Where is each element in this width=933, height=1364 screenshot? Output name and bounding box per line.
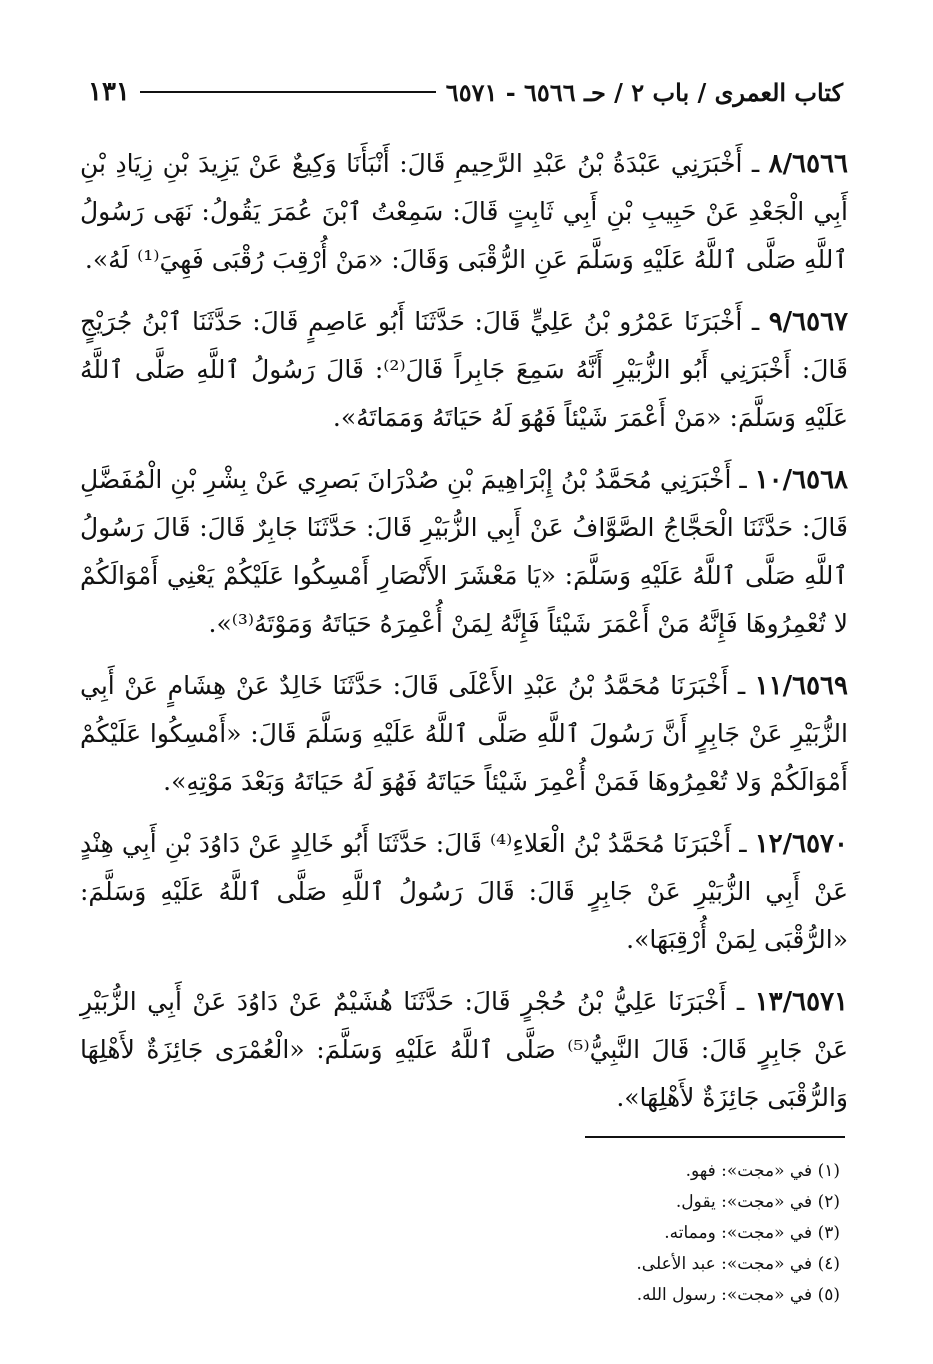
page-number: ١٣١: [88, 77, 130, 107]
hadith-text: أَخْبَرَنِي عَبْدَةُ بْنُ عَبْدِ الرَّحِيمِ قَالَ: أَنْبَأَنَا وَكِيعٌ عَنْ يَزِيدَ بْنِ زِيَادِ بْنِ أَبِي الْجَعْدِ عَنْ حَبِيبِ بْنِ أَبِي ثَابِتٍ قَالَ: سَمِعْتُ ٱبْنَ عُمَرَ يَقُولُ: نَهَى رَسُولُ ٱللَّهِ صَلَّى ٱللَّهُ عَلَيْهِ وَسَلَّمَ عَنِ الرُّقْبَى وَقَالَ: «مَنْ أُرْقِبَ رُقْبَى فَهِيَ⁽¹⁾ لَهُ».: [80, 149, 848, 274]
hadith-number: ١٢/٦٥٧٠: [754, 829, 848, 859]
footnote-separator: [585, 1136, 845, 1138]
footnote-1: (١) في «مجت»: فهو.: [685, 1161, 840, 1181]
hadith-number: ١٣/٦٥٧١: [754, 987, 849, 1017]
hadith-text: أَخْبَرَنَا مُحَمَّدُ بْنُ الْعَلاءِ⁽⁴⁾ قَالَ: حَدَّثَنَا أَبُو خَالِدٍ عَنْ دَاوُدَ بْنِ أَبِي هِنْدٍ عَنْ أَبِي الزُّبَيْرِ عَنْ جَابِرٍ قَالَ: قَالَ رَسُولُ ٱللَّهِ صَلَّى ٱللَّهُ عَلَيْهِ وَسَلَّمَ: «الرُّقْبَى لِمَنْ أُرْقِبَهَا».: [80, 829, 848, 954]
footnotes: [480, 1156, 840, 1311]
hadith-text: أَخْبَرَنَا مُحَمَّدُ بْنُ عَبْدِ الأَعْلَى قَالَ: حَدَّثَنَا خَالِدٌ عَنْ هِشَامٍ عَنْ أَبِي الزُّبَيْرِ عَنْ جَابِرٍ أَنَّ رَسُولَ ٱللَّهِ صَلَّى ٱللَّهُ عَلَيْهِ وَسَلَّمَ قَالَ: «أَمْسِكُوا عَلَيْكُمْ أَمْوَالَكُمْ وَلا تُعْمِرُوهَا فَمَنْ أُعْمِرَ شَيْئاً حَيَاتَهُ فَهُوَ لَهُ حَيَاتَهُ وَبَعْدَ مَوْتِهِ».: [80, 671, 848, 796]
hadith-6570: ١٢/٦٥٧٠ ـ أَخْبَرَنَا مُحَمَّدُ بْنُ الْعَلاءِ⁽⁴⁾ قَالَ: حَدَّثَنَا أَبُو خَالِدٍ عَنْ دَاوُدَ بْنِ أَبِي هِنْدٍ عَنْ أَبِي الزُّبَيْرِ عَنْ جَابِرٍ قَالَ: قَالَ رَسُولُ ٱللَّهِ صَلَّى ٱللَّهُ عَلَيْهِ وَسَلَّمَ: «الرُّقْبَى لِمَنْ أُرْقِبَهَا».: [80, 829, 848, 954]
hadith-6569: ١١/٦٥٦٩ ـ أَخْبَرَنَا مُحَمَّدُ بْنُ عَبْدِ الأَعْلَى قَالَ: حَدَّثَنَا خَالِدٌ عَنْ هِشَامٍ عَنْ أَبِي الزُّبَيْرِ عَنْ جَابِرٍ أَنَّ رَسُولَ ٱللَّهِ صَلَّى ٱللَّهُ عَلَيْهِ وَسَلَّمَ قَالَ: «أَمْسِكُوا عَلَيْكُمْ أَمْوَالَكُمْ وَلا تُعْمِرُوهَا فَمَنْ أُعْمِرَ شَيْئاً حَيَاتَهُ فَهُوَ لَهُ حَيَاتَهُ وَبَعْدَ مَوْتِهِ».: [80, 671, 848, 796]
hadith-number: ١١/٦٥٦٩: [754, 671, 848, 701]
footnote-4: (٤) في «مجت»: عبد الأعلى.: [636, 1254, 840, 1274]
header-rule: [140, 91, 436, 93]
running-head: [88, 72, 843, 112]
hadith-body: [80, 140, 848, 1136]
footnote-5: (٥) في «مجت»: رسول الله.: [636, 1285, 840, 1305]
hadith-6571: ١٣/٦٥٧١ ـ أَخْبَرَنَا عَلِيُّ بْنُ حُجْرٍ قَالَ: حَدَّثَنَا هُشَيْمٌ عَنْ دَاوُدَ عَنْ أَبِي الزُّبَيْرِ عَنْ جَابِرٍ قَالَ: قَالَ النَّبِيُّ⁽⁵⁾ صَلَّى ٱللَّهُ عَلَيْهِ وَسَلَّمَ: «الْعُمْرَى جَائِزَةٌ لأَهْلِهَا وَالرُّقْبَى جَائِزَةٌ لأَهْلِهَا».: [80, 987, 849, 1112]
footnote-2: (٢) في «مجت»: يقول.: [675, 1192, 840, 1212]
hadith-number: ٨/٦٥٦٦: [768, 149, 848, 179]
hadith-6567: ٩/٦٥٦٧ ـ أَخْبَرَنَا عَمْرُو بْنُ عَلِيٍّ قَالَ: حَدَّثَنَا أَبُو عَاصِمٍ قَالَ: حَدَّثَنَا ٱبْنُ جُرَيْجٍ قَالَ: أَخْبَرَنِي أَبُو الزُّبَيْرِ أَنَّهُ سَمِعَ جَابِراً قَالَ⁽²⁾: قَالَ رَسُولُ ٱللَّهِ صَلَّى ٱللَّهُ عَلَيْهِ وَسَلَّمَ: «مَنْ أَعْمَرَ شَيْئاً فَهُوَ لَهُ حَيَاتَهُ وَمَمَاتَهُ».: [80, 307, 849, 432]
hadith-text: أَخْبَرَنِي مُحَمَّدُ بْنُ إِبْرَاهِيمَ بْنِ صُدْرَانَ بَصرِي عَنْ بِشْرِ بْنِ الْمُفَضَّلِ قَالَ: حَدَّثَنَا الْحَجَّاجُ الصَّوَّافُ عَنْ أَبِي الزُّبَيْرِ قَالَ: حَدَّثَنَا جَابِرٌ قَالَ: قَالَ رَسُولُ ٱللَّهِ صَلَّى ٱللَّهُ عَلَيْهِ وَسَلَّمَ: «يَا مَعْشَرَ الأَنْصَارِ أَمْسِكُوا عَلَيْكُمْ يَعْنِي أَمْوَالَكُمْ لا تُعْمِرُوهَا فَإِنَّهُ مَنْ أَعْمَرَ شَيْئاً فَإِنَّهُ لِمَنْ أُعْمِرَهُ حَيَاتَهُ وَمَوْتَهُ⁽³⁾».: [80, 465, 848, 638]
footnote-3: (٣) في «مجت»: ومماته.: [664, 1223, 840, 1243]
hadith-6566: ٨/٦٥٦٦ ـ أَخْبَرَنِي عَبْدَةُ بْنُ عَبْدِ الرَّحِيمِ قَالَ: أَنْبَأَنَا وَكِيعٌ عَنْ يَزِيدَ بْنِ زِيَادِ بْنِ أَبِي الْجَعْدِ عَنْ حَبِيبِ بْنِ أَبِي ثَابِتٍ قَالَ: سَمِعْتُ ٱبْنَ عُمَرَ يَقُولُ: نَهَى رَسُولُ ٱللَّهِ صَلَّى ٱللَّهُ عَلَيْهِ وَسَلَّمَ عَنِ الرُّقْبَى وَقَالَ: «مَنْ أُرْقِبَ رُقْبَى فَهِيَ⁽¹⁾ لَهُ».: [80, 149, 848, 274]
hadith-number: ٩/٦٥٦٧: [768, 307, 849, 337]
chapter-title: كتاب العمرى / باب ٢ / حـ ٦٥٦٦ - ٦٥٧١: [445, 77, 843, 107]
hadith-6568: ١٠/٦٥٦٨ ـ أَخْبَرَنِي مُحَمَّدُ بْنُ إِبْرَاهِيمَ بْنِ صُدْرَانَ بَصرِي عَنْ بِشْرِ بْنِ الْمُفَضَّلِ قَالَ: حَدَّثَنَا الْحَجَّاجُ الصَّوَّافُ عَنْ أَبِي الزُّبَيْرِ قَالَ: حَدَّثَنَا جَابِرٌ قَالَ: قَالَ رَسُولُ ٱللَّهِ صَلَّى ٱللَّهُ عَلَيْهِ وَسَلَّمَ: «يَا مَعْشَرَ الأَنْصَارِ أَمْسِكُوا عَلَيْكُمْ يَعْنِي أَمْوَالَكُمْ لا تُعْمِرُوهَا فَإِنَّهُ مَنْ أَعْمَرَ شَيْئاً فَإِنَّهُ لِمَنْ أُعْمِرَهُ حَيَاتَهُ وَمَوْتَهُ⁽³⁾».: [80, 465, 849, 638]
hadith-number: ١٠/٦٥٦٨: [754, 465, 849, 495]
hadith-text: أَخْبَرَنَا عَمْرُو بْنُ عَلِيٍّ قَالَ: حَدَّثَنَا أَبُو عَاصِمٍ قَالَ: حَدَّثَنَا ٱبْنُ جُرَيْجٍ قَالَ: أَخْبَرَنِي أَبُو الزُّبَيْرِ أَنَّهُ سَمِعَ جَابِراً قَالَ⁽²⁾: قَالَ رَسُولُ ٱللَّهِ صَلَّى ٱللَّهُ عَلَيْهِ وَسَلَّمَ: «مَنْ أَعْمَرَ شَيْئاً فَهُوَ لَهُ حَيَاتَهُ وَمَمَاتَهُ».: [80, 307, 848, 432]
hadith-text: أَخْبَرَنَا عَلِيُّ بْنُ حُجْرٍ قَالَ: حَدَّثَنَا هُشَيْمٌ عَنْ دَاوُدَ عَنْ أَبِي الزُّبَيْرِ عَنْ جَابِرٍ قَالَ: قَالَ النَّبِيُّ⁽⁵⁾ صَلَّى ٱللَّهُ عَلَيْهِ وَسَلَّمَ: «الْعُمْرَى جَائِزَةٌ لأَهْلِهَا وَالرُّقْبَى جَائِزَةٌ لأَهْلِهَا».: [80, 987, 848, 1112]
